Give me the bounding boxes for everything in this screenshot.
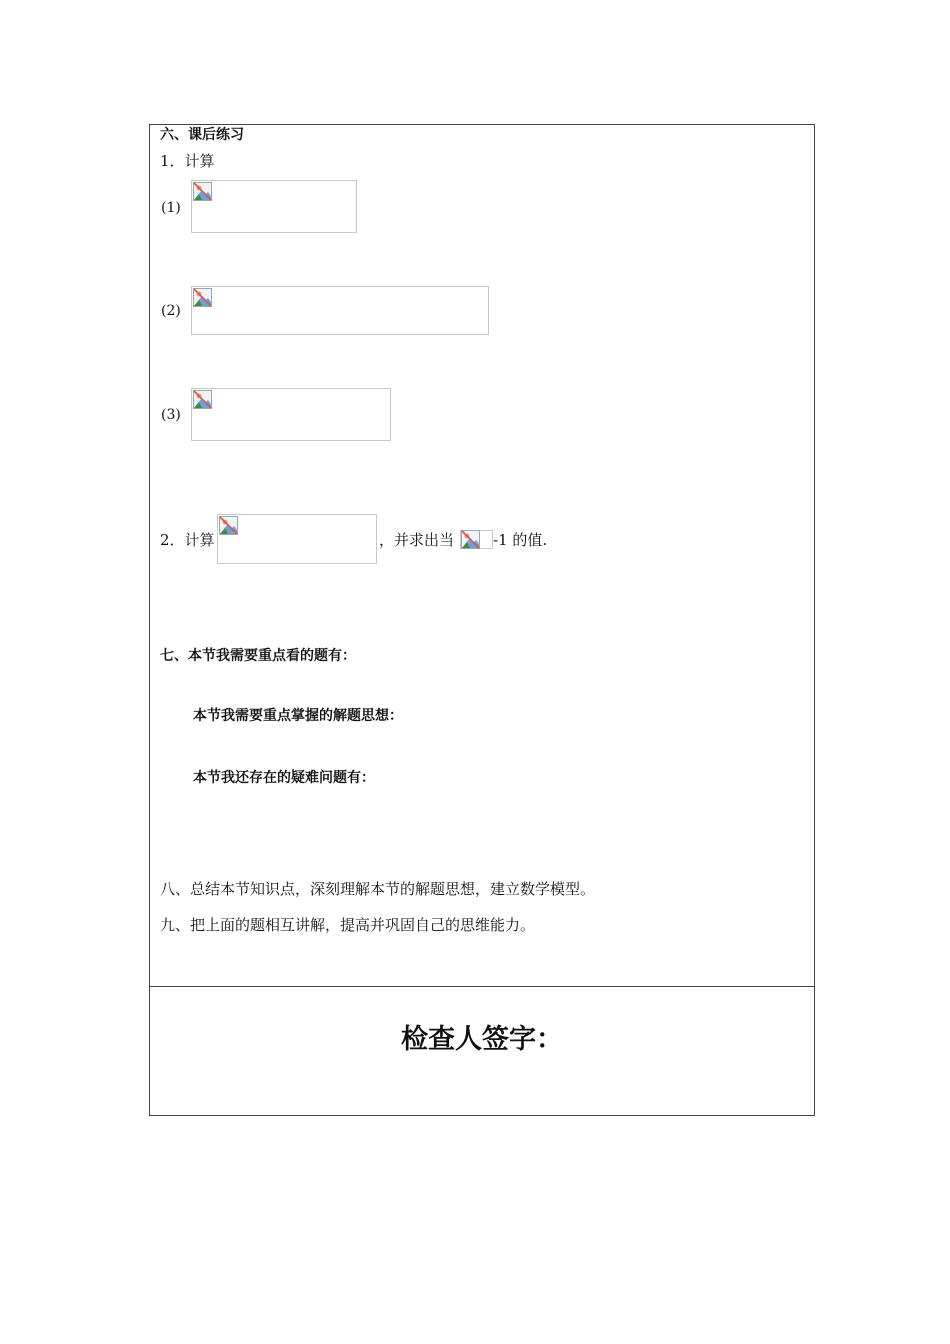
question-2-mid: ，并求出当 [379, 531, 455, 549]
broken-image-icon [193, 288, 212, 307]
formula-image-5 [460, 530, 493, 549]
signature-label: 检查人签字： [401, 1024, 563, 1055]
section-7-heading: 七、本节我需要重点看的题有： [160, 648, 356, 664]
question-1-label: 1．计算 [160, 152, 215, 170]
item-3-label: (3) [161, 407, 181, 423]
cell-divider [150, 986, 814, 987]
item-2-label: (2) [161, 303, 181, 319]
item-1-label: (1) [161, 200, 181, 216]
formula-image-1 [191, 180, 357, 233]
broken-image-icon [219, 516, 238, 535]
section-9: 九、把上面的题相互讲解，提高并巩固自己的思维能力。 [160, 916, 536, 934]
section-6-heading: 六、课后练习 [160, 127, 244, 143]
document-table [149, 124, 815, 1116]
section-7-line-3: 本节我还存在的疑难问题有： [193, 770, 375, 786]
broken-image-icon [193, 182, 212, 201]
broken-image-icon [461, 530, 480, 549]
section-7-line-2: 本节我需要重点掌握的解题思想： [193, 708, 403, 724]
formula-image-2 [191, 286, 489, 335]
broken-image-icon [193, 390, 212, 409]
formula-image-4 [217, 514, 377, 564]
formula-image-3 [191, 388, 391, 441]
question-2-suffix: -1 的值. [493, 531, 548, 549]
section-8: 八、总结本节知识点，深刻理解本节的解题思想，建立数学模型。 [160, 880, 596, 898]
question-2-prefix: 2．计算 [160, 531, 215, 549]
